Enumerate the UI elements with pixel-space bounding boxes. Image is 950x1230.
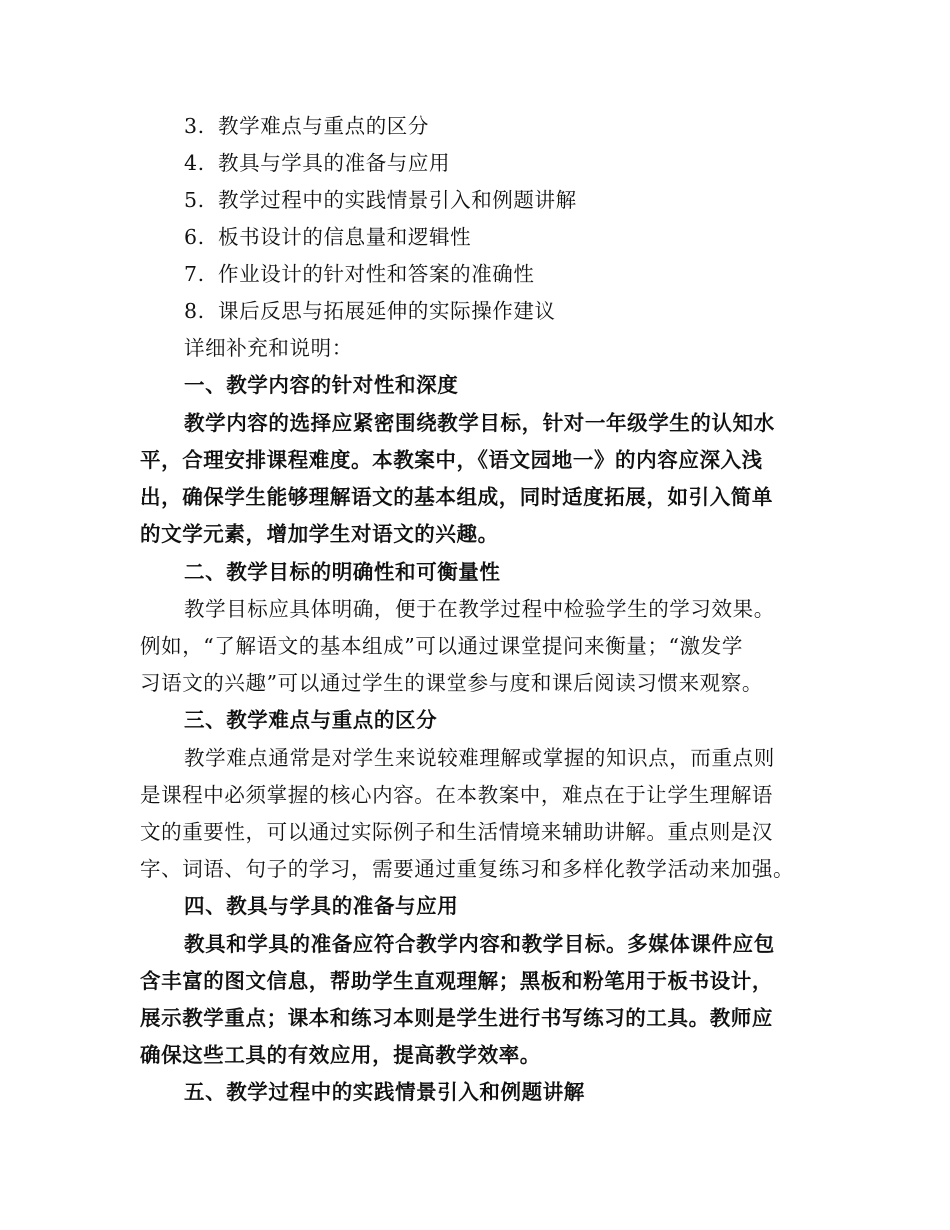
paragraph-line: 文的重要性，可以通过实际例子和生活情境来辅助讲解。重点则是汉 bbox=[140, 820, 773, 844]
paragraph-line: 是课程中必须掌握的核心内容。在本教案中，难点在于让学生理解语 bbox=[140, 783, 773, 807]
list-item bbox=[184, 260, 535, 288]
section-heading: 三、教学难点与重点的区分 bbox=[184, 708, 438, 732]
list-item-text: 板书设计的信息量和逻辑性 bbox=[218, 225, 472, 249]
list-item-number: 6. bbox=[184, 225, 205, 249]
paragraph-line: 出，确保学生能够理解语文的基本组成，同时适度拓展，如引入简单 bbox=[140, 485, 773, 509]
list-item-text: 教学过程中的实践情景引入和例题讲解 bbox=[218, 188, 577, 212]
section-heading: 一、教学内容的针对性和深度 bbox=[184, 373, 459, 397]
paragraph-line: 字、词语、句子的学习，需要通过重复练习和多样化教学活动来加强。 bbox=[140, 857, 795, 881]
list-item bbox=[184, 223, 471, 251]
paragraph-line: 习语文的兴趣”可以通过学生的课堂参与度和课后阅读习惯来观察。 bbox=[140, 671, 763, 695]
paragraph-line: 例如，“了解语文的基本组成”可以通过课堂提问来衡量；“激发学 bbox=[140, 634, 743, 658]
paragraph-line: 教学难点通常是对学生来说较难理解或掌握的知识点，而重点则 bbox=[184, 746, 775, 770]
list-item-text: 作业设计的针对性和答案的准确性 bbox=[218, 262, 535, 286]
section-heading: 二、教学目标的明确性和可衡量性 bbox=[184, 560, 501, 584]
list-item-text: 课后反思与拓展延伸的实际操作建议 bbox=[218, 299, 556, 323]
list-item-number: 3. bbox=[184, 114, 205, 138]
list-item-text: 教学难点与重点的区分 bbox=[218, 114, 429, 138]
intro-text: 详细补充和说明： bbox=[184, 336, 353, 360]
paragraph-line: 平，合理安排课程难度。本教案中，《语文园地一》的内容应深入浅 bbox=[140, 448, 763, 472]
list-item-text: 教具与学具的准备与应用 bbox=[218, 151, 451, 175]
paragraph-line: 的文学元素，增加学生对语文的兴趣。 bbox=[140, 522, 499, 546]
section-heading: 五、教学过程中的实践情景引入和例题讲解 bbox=[184, 1080, 585, 1104]
paragraph-line: 教学内容的选择应紧密围绕教学目标，针对一年级学生的认知水 bbox=[184, 411, 775, 435]
paragraph-line: 教具和学具的准备应符合教学内容和教学目标。多媒体课件应包 bbox=[184, 932, 775, 956]
list-item bbox=[184, 186, 577, 214]
paragraph-line: 确保这些工具的有效应用，提高教学效率。 bbox=[140, 1043, 541, 1067]
list-item-number: 7. bbox=[184, 262, 205, 286]
list-item-number: 5. bbox=[184, 188, 205, 212]
paragraph-line: 展示教学重点；课本和练习本则是学生进行书写练习的工具。教师应 bbox=[140, 1006, 773, 1030]
list-item bbox=[184, 149, 450, 177]
list-item bbox=[184, 112, 429, 140]
section-heading: 四、教具与学具的准备与应用 bbox=[184, 894, 459, 918]
paragraph-line: 教学目标应具体明确，便于在教学过程中检验学生的学习效果。 bbox=[184, 597, 775, 621]
list-item-number: 4. bbox=[184, 151, 205, 175]
list-item bbox=[184, 297, 556, 325]
paragraph-line: 含丰富的图文信息，帮助学生直观理解；黑板和粉笔用于板书设计， bbox=[140, 969, 773, 993]
list-item-number: 8. bbox=[184, 299, 205, 323]
